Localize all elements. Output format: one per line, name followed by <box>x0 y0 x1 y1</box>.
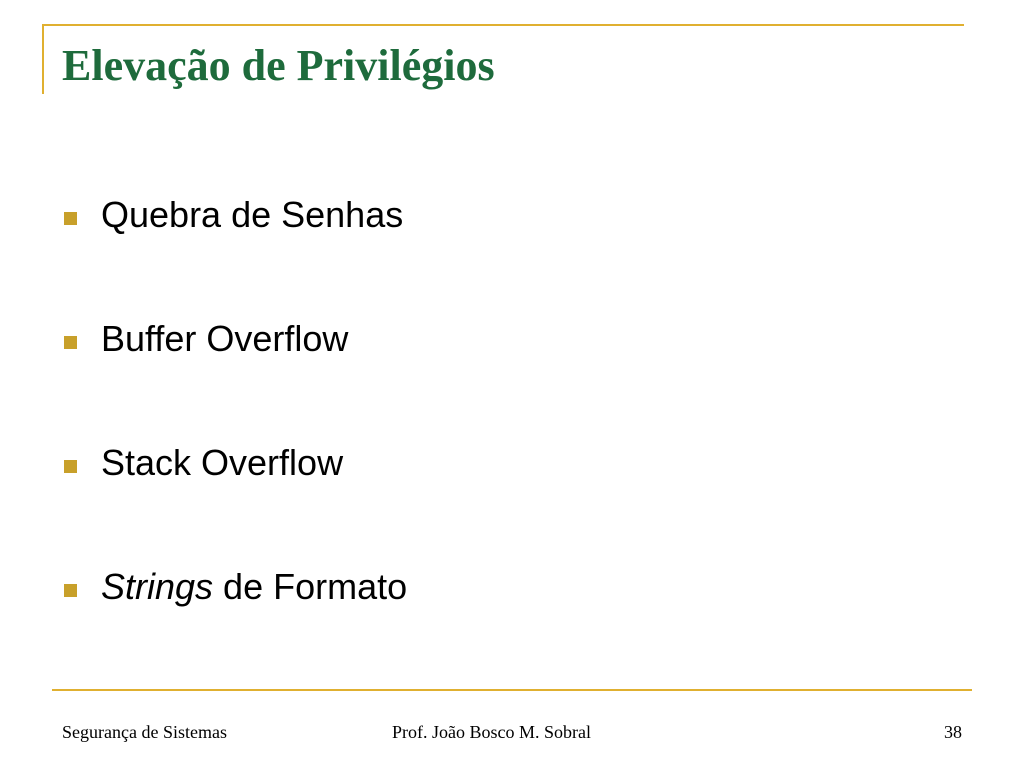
bullet-text: de Formato <box>213 566 408 607</box>
footer-page-number: 38 <box>944 722 962 742</box>
footer-author: Prof. João Bosco M. Sobral <box>392 722 591 742</box>
bullet-text: Buffer Overflow <box>101 318 349 359</box>
bullet-text-italic: Strings <box>101 566 214 607</box>
slide-title: Elevação de Privilégios <box>62 41 495 90</box>
bullet-item-stack-overflow <box>64 432 407 494</box>
title-frame-top-rule <box>42 24 964 26</box>
footer-rule <box>52 689 972 691</box>
bullet-text: Quebra de Senhas <box>101 194 404 235</box>
square-bullet-icon <box>64 212 77 225</box>
bullet-item-strings-de-formato <box>64 556 407 618</box>
title-frame-left-rule <box>42 24 44 94</box>
square-bullet-icon <box>64 336 77 349</box>
bullet-list <box>64 184 407 618</box>
bullet-item-quebra-de-senhas <box>64 184 407 246</box>
bullet-item-buffer-overflow <box>64 308 407 370</box>
bullet-text: Stack Overflow <box>101 442 344 483</box>
square-bullet-icon <box>64 460 77 473</box>
footer-course-name: Segurança de Sistemas <box>62 722 227 742</box>
square-bullet-icon <box>64 584 77 597</box>
